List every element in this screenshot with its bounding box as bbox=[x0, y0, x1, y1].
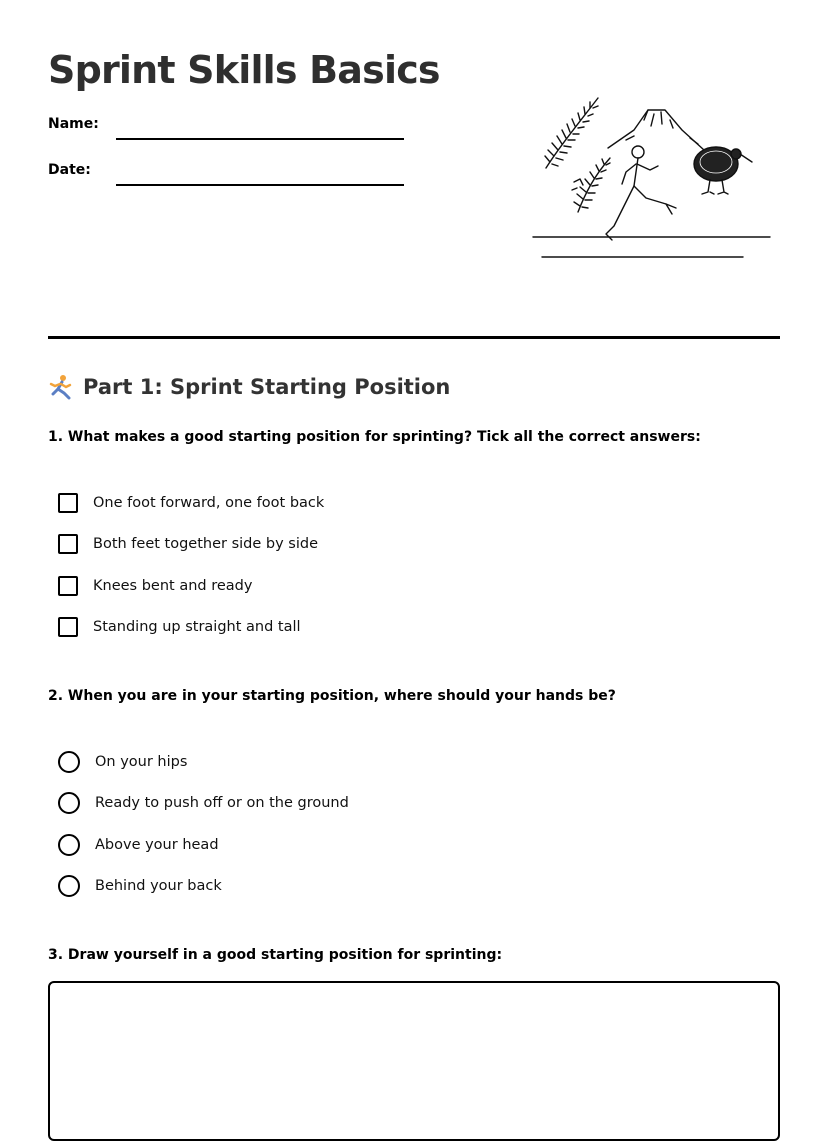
runner-with-mountain-fern-kiwi-icon bbox=[530, 94, 774, 264]
q1-option-1[interactable] bbox=[58, 491, 324, 515]
radio-button[interactable] bbox=[58, 875, 80, 897]
date-label: Date: bbox=[48, 162, 91, 178]
q2-option-4-label: Behind your back bbox=[95, 878, 222, 894]
part1-heading bbox=[48, 374, 450, 400]
q1-option-4-label: Standing up straight and tall bbox=[93, 619, 301, 635]
radio-button[interactable] bbox=[58, 751, 80, 773]
name-label: Name: bbox=[48, 116, 99, 132]
q1-option-3-label: Knees bent and ready bbox=[93, 578, 253, 594]
radio-button[interactable] bbox=[58, 792, 80, 814]
q2-option-2-label: Ready to push off or on the ground bbox=[95, 795, 349, 811]
q2-option-3[interactable] bbox=[58, 833, 219, 857]
checkbox[interactable] bbox=[58, 617, 78, 637]
worksheet-title: Sprint Skills Basics bbox=[48, 48, 440, 92]
part1-title: Part 1: Sprint Starting Position bbox=[83, 375, 451, 399]
q1-option-3[interactable] bbox=[58, 574, 252, 598]
radio-button[interactable] bbox=[58, 834, 80, 856]
q2-option-1[interactable] bbox=[58, 750, 187, 774]
drawing-box[interactable] bbox=[48, 981, 780, 1141]
section-divider bbox=[48, 336, 780, 339]
checkbox[interactable] bbox=[58, 576, 78, 596]
question-3: 3. Draw yourself in a good starting position for sprinting: bbox=[48, 947, 503, 963]
q2-option-1-label: On your hips bbox=[95, 754, 188, 770]
q2-option-3-label: Above your head bbox=[95, 837, 219, 853]
q1-option-2-label: Both feet together side by side bbox=[93, 536, 319, 552]
question-2: 2. When you are in your starting position, where should your hands be? bbox=[48, 688, 616, 704]
q1-option-4[interactable] bbox=[58, 615, 301, 639]
checkbox[interactable] bbox=[58, 534, 78, 554]
date-line[interactable] bbox=[116, 184, 404, 186]
question-1: 1. What makes a good starting position for sprinting? Tick all the correct answers: bbox=[48, 429, 701, 445]
q2-option-4[interactable] bbox=[58, 874, 222, 898]
checkbox[interactable] bbox=[58, 493, 78, 513]
q1-option-1-label: One foot forward, one foot back bbox=[93, 495, 325, 511]
q1-option-2[interactable] bbox=[58, 532, 318, 556]
q2-option-2[interactable] bbox=[58, 791, 349, 815]
name-line[interactable] bbox=[116, 138, 404, 140]
runner-icon bbox=[48, 374, 74, 400]
